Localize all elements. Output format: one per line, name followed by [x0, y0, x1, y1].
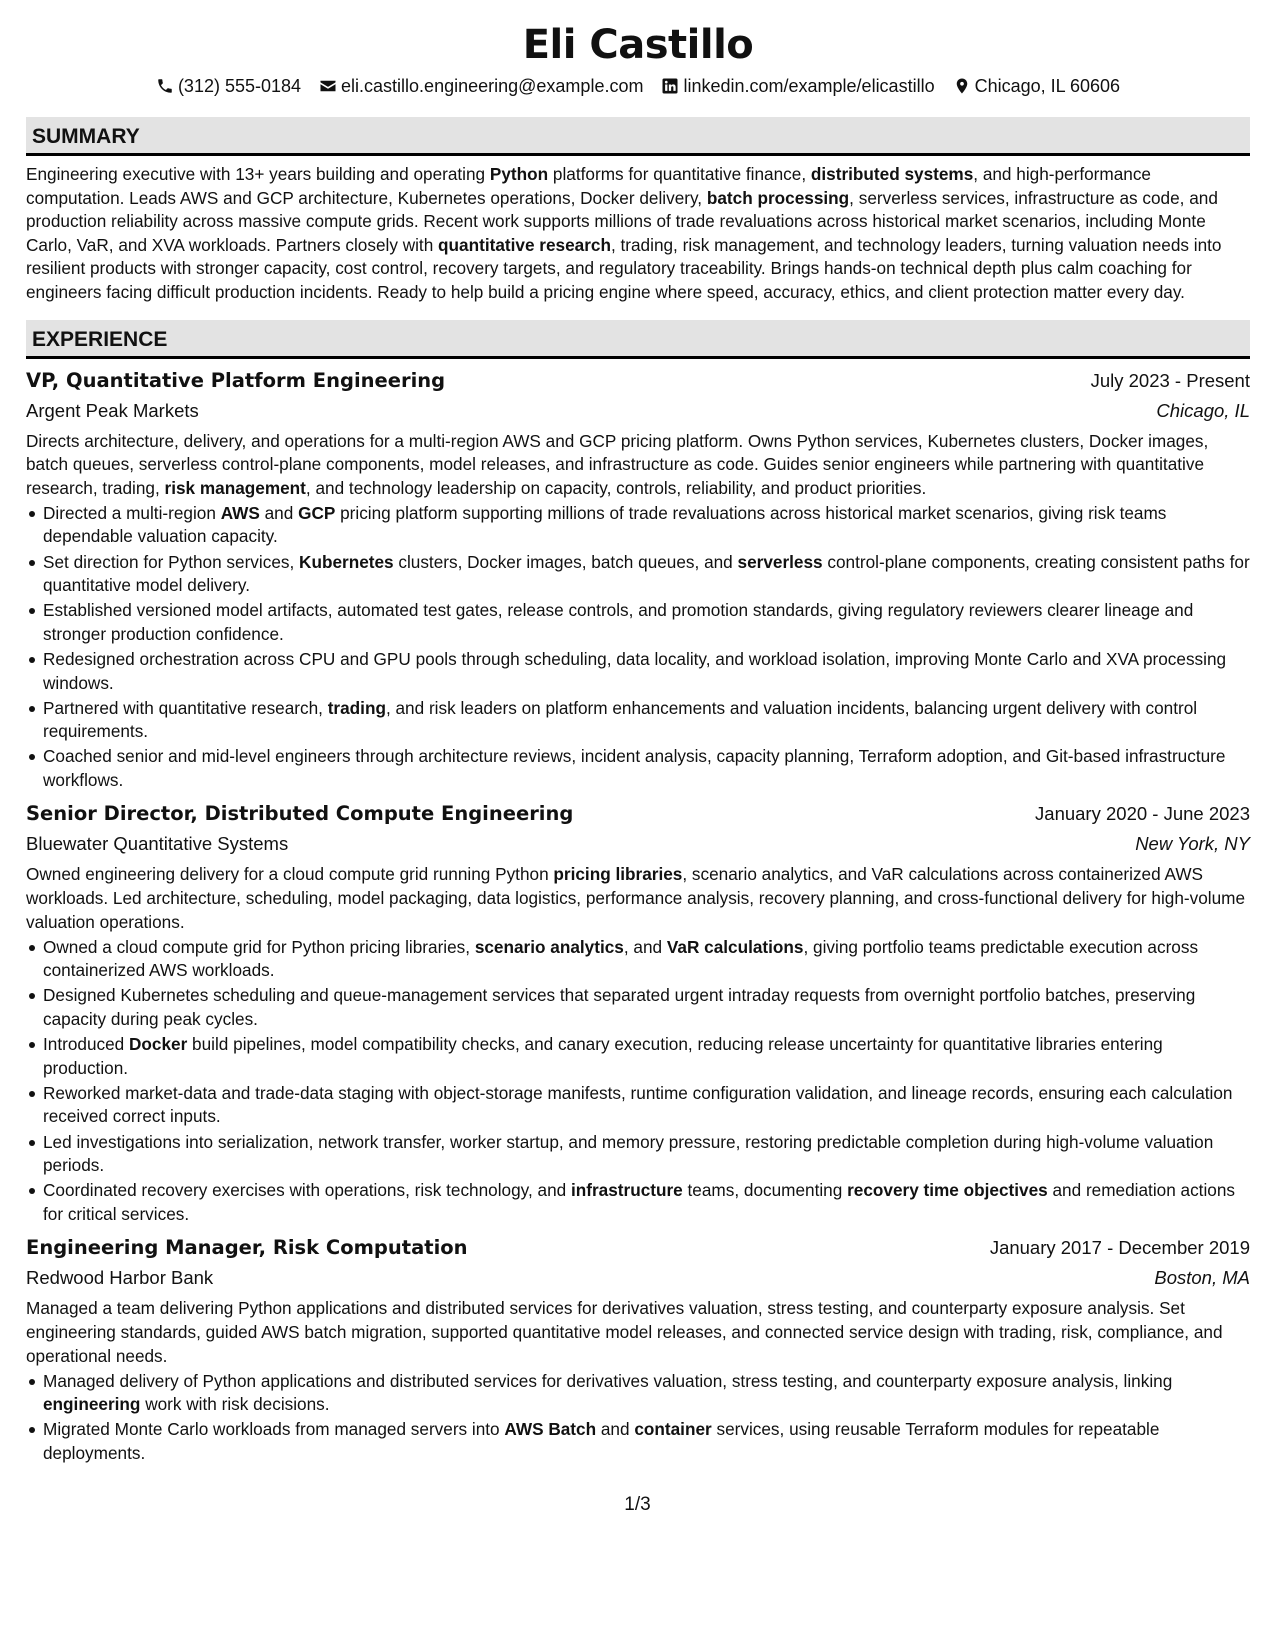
bold-keyword: pricing libraries: [553, 864, 683, 885]
job-entry: [26, 799, 1250, 1226]
contact-email[interactable]: [319, 74, 643, 98]
bold-keyword: Python: [489, 164, 549, 184]
summary-heading: SUMMARY: [26, 117, 1250, 156]
experience-list: [26, 366, 1250, 1466]
bold-keyword: recovery time objectives: [847, 1180, 1048, 1201]
bullet-item: Set direction for Python services, Kubernetes clusters, Docker images, batch queues, and serverless control-plane components, creating consistent paths for quantitative model delivery.: [26, 551, 1250, 598]
job-company: Bluewater Quantitative Systems: [26, 833, 289, 855]
experience-heading: EXPERIENCE: [26, 320, 1250, 359]
job-header: [26, 1233, 1250, 1263]
bullet-item: Reworked market-data and trade-data staging with object-storage manifests, runtime configuration validation, and lineage records, ensuring each calculation received correct inputs.: [26, 1082, 1250, 1129]
bold-keyword: serverless: [737, 551, 823, 572]
job-header: [26, 799, 1250, 829]
bullet-item: Coached senior and mid-level engineers through architecture reviews, incident analysis, capacity planning, Terraform adoption, and Git-based infrastructure workflows.: [26, 745, 1250, 792]
job-entry: [26, 366, 1250, 793]
job-bullets: [26, 936, 1250, 1227]
job-location: Chicago, IL: [1156, 399, 1250, 421]
bullet-item: Designed Kubernetes scheduling and queue-management services that separated urgent intraday requests from overnight portfolio batches, preserving capacity during peak cycles.: [26, 984, 1250, 1031]
job-subheader: [26, 1263, 1250, 1293]
candidate-name: Eli Castillo: [522, 22, 754, 68]
job-company: Redwood Harbor Bank: [26, 1267, 214, 1289]
summary-text: Engineering executive with 13+ years building and operating Python platforms for quantitative finance, distributed systems, and high-performance computation. Leads AWS and GCP architecture, Kubernetes operations, Docker delivery, batch processing, serverless services, infrastructure as code, and production reliability across massive compute grids. Recent work supports millions of trade revaluations across historical market scenarios, including Monte Carlo, VaR, and XVA workloads. Partners closely with quantitative research, trading, risk management, and technology leaders, turning valuation needs into resilient products with stronger capacity, cost control, recovery targets, and regulatory traceability. Brings hands-on technical depth plus calm coaching for engineers facing difficult production incidents. Ready to help build a pricing engine where speed, accuracy, ethics, and client protection matter every day.: [26, 164, 1222, 302]
job-dates: January 2017 - December 2019: [989, 1237, 1250, 1259]
bold-keyword: GCP: [298, 502, 336, 523]
bold-keyword: risk management: [164, 477, 306, 498]
resume-page: [26, 18, 1250, 1469]
bullet-item: Migrated Monte Carlo workloads from managed servers into AWS Batch and container services, using reusable Terraform modules for repeatable deployments.: [26, 1418, 1250, 1465]
email-address: eli.castillo.engineering@example.com: [341, 76, 644, 96]
job-company: Argent Peak Markets: [26, 399, 199, 421]
bullet-item: Coordinated recovery exercises with operations, risk technology, and infrastructure teams, documenting recovery time objectives and remediation actions for critical services.: [26, 1179, 1250, 1226]
linkedin-icon: [661, 77, 679, 95]
contact-linkedin[interactable]: [661, 74, 934, 98]
job-dates: January 2020 - June 2023: [1035, 803, 1250, 825]
bullet-item: Introduced Docker build pipelines, model compatibility checks, and canary execution, reducing release uncertainty for quantitative libraries entering production.: [26, 1033, 1250, 1080]
bullet-item: Led investigations into serialization, network transfer, worker startup, and memory pressure, restoring predictable completion during high-volume valuation periods.: [26, 1131, 1250, 1178]
bold-keyword: engineering: [43, 1394, 141, 1415]
contact-location: [953, 74, 1120, 98]
bullet-item: Managed delivery of Python applications and distributed services for derivatives valuation, stress testing, and counterparty exposure analysis, linking engineering work with risk decisions.: [26, 1370, 1250, 1417]
job-title: VP, Quantitative Platform Engineering: [26, 368, 446, 392]
bullet-item: Directed a multi-region AWS and GCP pricing platform supporting millions of trade revaluations across historical market scenarios, giving risk teams dependable valuation capacity.: [26, 502, 1250, 549]
job-description: Directs architecture, delivery, and operations for a multi-region AWS and GCP pricing platform. Owns Python services, Kubernetes clusters, Docker images, batch queues, serverless control-plane components, model releases, and infrastructure as code. Guides senior engineers while partnering with quantitative research, trading, risk management, and technology leadership on capacity, controls, reliability, and product priorities.: [26, 430, 1209, 498]
envelope-icon: [319, 77, 337, 95]
bold-keyword: AWS Batch: [504, 1419, 597, 1440]
bullet-item: Established versioned model artifacts, automated test gates, release controls, and promotion standards, giving regulatory reviewers clearer lineage and stronger production confidence.: [26, 599, 1250, 646]
job-description: Managed a team delivering Python applications and distributed services for derivatives valuation, stress testing, and counterparty exposure analysis. Set engineering standards, guided AWS batch migration, supported quantitative model releases, and connected service design with trading, risk, compliance, and operational needs.: [26, 1298, 1223, 1366]
job-entry: [26, 1233, 1250, 1465]
job-title: Senior Director, Distributed Compute Engineering: [26, 802, 574, 826]
job-location: New York, NY: [1135, 833, 1250, 855]
contact-bar: [26, 74, 1250, 98]
bold-keyword: container: [634, 1419, 712, 1440]
phone-number: (312) 555-0184: [177, 76, 302, 96]
bold-keyword: trading: [327, 697, 386, 718]
map-pin-icon: [953, 77, 971, 95]
bold-keyword: Kubernetes: [299, 551, 394, 572]
page-number: 1/3: [624, 1494, 651, 1515]
bullet-item: Partnered with quantitative research, trading, and risk leaders on platform enhancements and valuation incidents, balancing urgent delivery with control requirements.: [26, 697, 1250, 744]
job-location: Boston, MA: [1154, 1267, 1250, 1289]
bullet-item: Redesigned orchestration across CPU and GPU pools through scheduling, data locality, and workload isolation, improving Monte Carlo and XVA processing windows.: [26, 648, 1250, 695]
job-bullets: [26, 502, 1250, 793]
job-dates: July 2023 - Present: [1090, 369, 1250, 391]
job-description: Owned engineering delivery for a cloud compute grid running Python pricing libraries, scenario analytics, and VaR calculations across containerized AWS workloads. Led architecture, scheduling, model packaging, data logistics, performance analysis, recovery planning, and cross-functional delivery for high-volume valuation operations.: [26, 864, 1246, 932]
job-subheader: [26, 829, 1250, 859]
location-text: Chicago, IL 60606: [974, 76, 1121, 96]
job-header: [26, 366, 1250, 396]
bold-keyword: distributed systems: [810, 164, 974, 184]
bold-keyword: scenario analytics: [474, 936, 624, 957]
bold-keyword: VaR calculations: [666, 936, 804, 957]
bold-keyword: quantitative research: [438, 234, 611, 255]
job-bullets: [26, 1370, 1250, 1466]
linkedin-url: linkedin.com/example/elicastillo: [683, 76, 935, 96]
job-subheader: [26, 396, 1250, 426]
bullet-item: Owned a cloud compute grid for Python pricing libraries, scenario analytics, and VaR calculations, giving portfolio teams predictable execution across containerized AWS workloads.: [26, 936, 1250, 983]
phone-icon: [156, 77, 174, 95]
bold-keyword: AWS: [220, 502, 260, 523]
bold-keyword: infrastructure: [571, 1180, 683, 1201]
contact-phone[interactable]: [156, 74, 301, 98]
bold-keyword: batch processing: [706, 187, 850, 208]
job-title: Engineering Manager, Risk Computation: [26, 1236, 468, 1260]
bold-keyword: Docker: [129, 1034, 188, 1055]
